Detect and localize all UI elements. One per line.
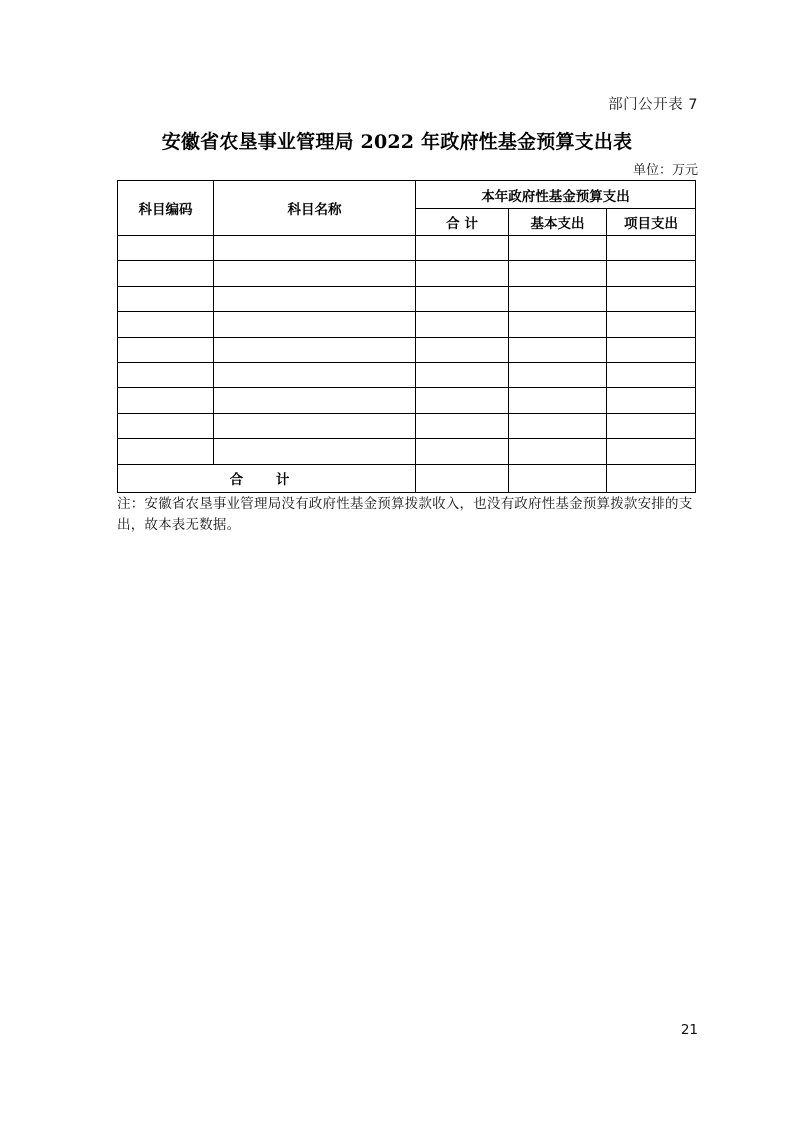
cell-code <box>118 236 214 261</box>
form-code-label: 部门公开表 7 <box>608 97 698 113</box>
cell-code <box>118 388 214 413</box>
table-row <box>118 337 696 362</box>
cell-basic <box>509 312 607 337</box>
cell-total <box>416 413 509 438</box>
cell-project <box>607 236 696 261</box>
table-row <box>118 362 696 387</box>
summary-total <box>416 464 509 492</box>
cell-name <box>214 439 416 464</box>
cell-name <box>214 312 416 337</box>
cell-basic <box>509 236 607 261</box>
cell-name <box>214 261 416 286</box>
table-row <box>118 236 696 261</box>
footnote-text: 注：安徽省农垦事业管理局没有政府性基金预算拨款收入，也没有政府性基金预算拨款安排的支出，故本表无数据。 <box>117 496 693 533</box>
cell-basic <box>509 413 607 438</box>
cell-code <box>118 362 214 387</box>
cell-total <box>416 236 509 261</box>
cell-project <box>607 362 696 387</box>
cell-code <box>118 286 214 311</box>
cell-project <box>607 337 696 362</box>
cell-project <box>607 286 696 311</box>
cell-basic <box>509 261 607 286</box>
cell-total <box>416 286 509 311</box>
cell-project <box>607 388 696 413</box>
cell-basic <box>509 362 607 387</box>
cell-total <box>416 337 509 362</box>
cell-basic <box>509 439 607 464</box>
cell-name <box>214 236 416 261</box>
unit-note: 单位：万元 <box>632 163 698 178</box>
page-title: 安徽省农垦事业管理局 2022 年政府性基金预算支出表 <box>161 131 633 153</box>
cell-code <box>118 413 214 438</box>
budget-table-container <box>117 180 695 493</box>
cell-project <box>607 312 696 337</box>
cell-name <box>214 362 416 387</box>
cell-name <box>214 286 416 311</box>
cell-name <box>214 413 416 438</box>
cell-name <box>214 388 416 413</box>
cell-code <box>118 261 214 286</box>
cell-total <box>416 439 509 464</box>
cell-code <box>118 312 214 337</box>
summary-label: 合 计 <box>118 464 416 492</box>
table-row <box>118 261 696 286</box>
header-subject-code: 科目编码 <box>118 181 214 236</box>
table-row <box>118 312 696 337</box>
table-row <box>118 286 696 311</box>
cell-name <box>214 337 416 362</box>
cell-project <box>607 439 696 464</box>
header-subject-name: 科目名称 <box>214 181 416 236</box>
cell-code <box>118 439 214 464</box>
cell-project <box>607 261 696 286</box>
cell-basic <box>509 286 607 311</box>
table-header-row-1 <box>118 181 696 209</box>
cell-basic <box>509 388 607 413</box>
table-row <box>118 388 696 413</box>
header-basic-expenditure: 基本支出 <box>509 209 607 236</box>
table-header <box>118 181 696 236</box>
cell-code <box>118 337 214 362</box>
table-summary-row <box>118 464 696 492</box>
cell-total <box>416 261 509 286</box>
header-total: 合 计 <box>416 209 509 236</box>
summary-project <box>607 464 696 492</box>
header-group-current-year: 本年政府性基金预算支出 <box>416 181 696 209</box>
cell-total <box>416 312 509 337</box>
cell-basic <box>509 337 607 362</box>
header-project-expenditure: 项目支出 <box>607 209 696 236</box>
cell-project <box>607 413 696 438</box>
cell-total <box>416 388 509 413</box>
table-row <box>118 413 696 438</box>
budget-table <box>117 180 696 493</box>
summary-basic <box>509 464 607 492</box>
table-body <box>118 236 696 493</box>
table-row <box>118 439 696 464</box>
page-number: 21 <box>680 1022 698 1038</box>
cell-total <box>416 362 509 387</box>
